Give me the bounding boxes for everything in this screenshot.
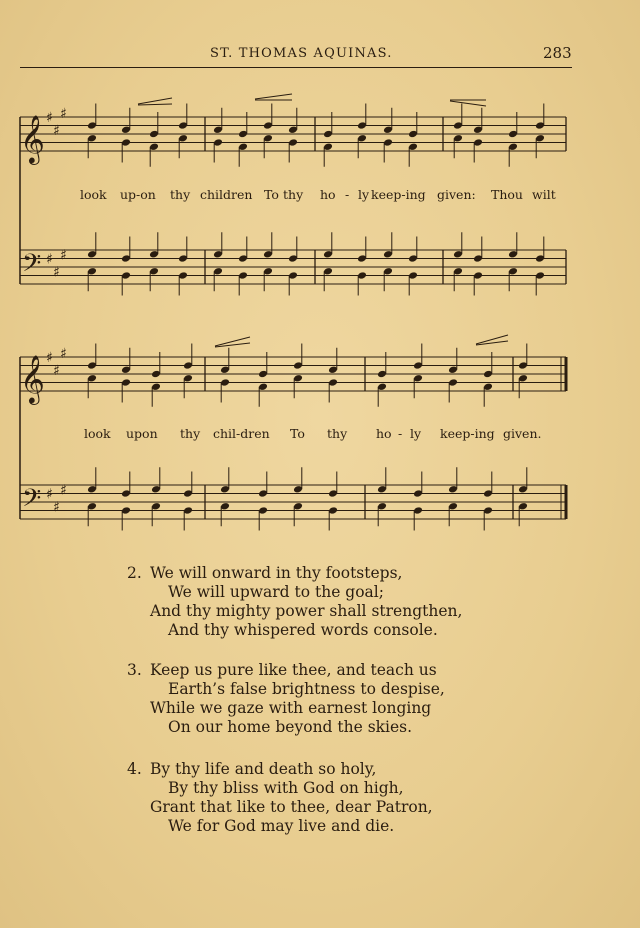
note-head bbox=[121, 378, 131, 387]
crescendo-mark bbox=[476, 335, 508, 345]
sharp-icon: ♯ bbox=[53, 499, 60, 516]
note-head bbox=[483, 382, 493, 391]
page-title: ST. THOMAS AQUINAS. bbox=[210, 46, 393, 61]
bass-clef-icon: 𝄢 bbox=[22, 249, 42, 284]
note-head bbox=[293, 502, 303, 511]
verse-line: Earth’s false brightness to despise, bbox=[168, 680, 445, 698]
lyric: thy bbox=[180, 426, 201, 441]
lyric: up-on bbox=[120, 187, 156, 202]
verse-line: And thy mighty power shall strengthen, bbox=[150, 602, 463, 620]
verse-line: We will upward to the goal; bbox=[168, 583, 384, 601]
verse-line: Keep us pure like thee, and teach us bbox=[150, 661, 437, 679]
note-head bbox=[518, 485, 528, 494]
crescendo-mark bbox=[138, 98, 172, 105]
lyric: Thou bbox=[491, 187, 523, 202]
note-head bbox=[87, 502, 97, 511]
crescendo-mark bbox=[215, 337, 250, 347]
lyric: thy bbox=[327, 426, 348, 441]
note-head bbox=[183, 374, 193, 383]
verse-line: And thy whispered words console. bbox=[168, 621, 438, 639]
note-head bbox=[151, 485, 161, 494]
crescendo-mark bbox=[255, 94, 292, 100]
note-head bbox=[220, 378, 230, 387]
note-head bbox=[87, 485, 97, 494]
bass-clef-icon: 𝄢 bbox=[22, 484, 42, 519]
lyric: keep-ing bbox=[371, 187, 426, 202]
lyric: given. bbox=[503, 426, 542, 441]
lyric: keep-ing bbox=[440, 426, 495, 441]
note-head bbox=[183, 489, 193, 498]
note-head bbox=[328, 506, 338, 515]
note-head bbox=[377, 370, 387, 379]
note-head bbox=[328, 378, 338, 387]
verse-line: Grant that like to thee, dear Patron, bbox=[150, 798, 433, 816]
note-head bbox=[151, 382, 161, 391]
lyric: thy bbox=[170, 187, 191, 202]
note-head bbox=[220, 365, 230, 374]
verse-line: We will onward in thy footsteps, bbox=[150, 564, 403, 582]
verse-line: By thy life and death so holy, bbox=[150, 760, 377, 778]
note-head bbox=[483, 370, 493, 379]
lyric: To bbox=[290, 426, 305, 441]
lyric: - bbox=[345, 187, 350, 202]
lyric: wilt bbox=[532, 187, 556, 202]
note-head bbox=[518, 374, 528, 383]
sharp-icon: ♯ bbox=[60, 247, 67, 264]
lyric: ho bbox=[320, 187, 336, 202]
note-head bbox=[377, 382, 387, 391]
sharp-icon: ♯ bbox=[60, 345, 67, 362]
note-head bbox=[151, 370, 161, 379]
note-head bbox=[183, 506, 193, 515]
sharp-icon: ♯ bbox=[60, 482, 67, 499]
note-head bbox=[377, 502, 387, 511]
note-head bbox=[293, 361, 303, 370]
verse-line: While we gaze with earnest longing bbox=[150, 699, 432, 717]
note-head bbox=[483, 506, 493, 515]
note-head bbox=[87, 361, 97, 370]
note-head bbox=[258, 489, 268, 498]
note-head bbox=[448, 502, 458, 511]
note-head bbox=[413, 506, 423, 515]
lyric: look bbox=[80, 187, 107, 202]
note-head bbox=[151, 502, 161, 511]
lyric: upon bbox=[126, 426, 158, 441]
verse-number: 4. bbox=[127, 760, 142, 778]
sharp-icon: ♯ bbox=[53, 122, 60, 139]
sharp-icon: ♯ bbox=[60, 105, 67, 122]
sharp-icon: ♯ bbox=[53, 264, 60, 281]
note-head bbox=[448, 365, 458, 374]
sharp-icon: ♯ bbox=[46, 110, 53, 126]
note-head bbox=[121, 365, 131, 374]
lyric: ho bbox=[376, 426, 392, 441]
lyric: To bbox=[264, 187, 279, 202]
note-head bbox=[87, 374, 97, 383]
note-head bbox=[413, 361, 423, 370]
note-head bbox=[258, 506, 268, 515]
verse-number: 2. bbox=[127, 564, 142, 582]
lyric: chil-dren bbox=[213, 426, 270, 441]
crescendo-mark bbox=[450, 100, 486, 106]
note-head bbox=[183, 361, 193, 370]
note-head bbox=[518, 361, 528, 370]
lyric: ly bbox=[358, 187, 370, 202]
lyric: children bbox=[200, 187, 253, 202]
sharp-icon: ♯ bbox=[46, 251, 53, 268]
sharp-icon: ♯ bbox=[46, 486, 53, 503]
lyric: given: bbox=[437, 187, 476, 202]
sharp-icon: ♯ bbox=[53, 362, 60, 379]
note-head bbox=[220, 502, 230, 511]
lyric: look bbox=[84, 426, 111, 441]
note-head bbox=[377, 485, 387, 494]
note-head bbox=[483, 489, 493, 498]
lyric: - bbox=[398, 426, 403, 441]
treble-clef-icon: 𝄞 bbox=[20, 114, 45, 163]
treble-clef-icon: 𝄞 bbox=[20, 354, 45, 403]
note-head bbox=[258, 370, 268, 379]
verse-line: By thy bliss with God on high, bbox=[168, 779, 404, 797]
note-head bbox=[448, 485, 458, 494]
note-head bbox=[328, 489, 338, 498]
note-head bbox=[121, 506, 131, 515]
note-head bbox=[413, 489, 423, 498]
note-head bbox=[413, 374, 423, 383]
sharp-icon: ♯ bbox=[46, 350, 53, 366]
lyric: thy bbox=[283, 187, 304, 202]
verse-line: On our home beyond the skies. bbox=[168, 718, 413, 736]
lyric: ly bbox=[410, 426, 422, 441]
note-head bbox=[328, 365, 338, 374]
verse-number: 3. bbox=[127, 661, 142, 679]
verse-line: We for God may live and die. bbox=[168, 817, 395, 835]
music-notation-1 bbox=[0, 0, 640, 320]
note-head bbox=[258, 382, 268, 391]
note-head bbox=[293, 374, 303, 383]
note-head bbox=[293, 485, 303, 494]
note-head bbox=[518, 502, 528, 511]
note-head bbox=[448, 378, 458, 387]
page-number: 283 bbox=[543, 44, 572, 62]
note-head bbox=[121, 489, 131, 498]
note-head bbox=[220, 485, 230, 494]
